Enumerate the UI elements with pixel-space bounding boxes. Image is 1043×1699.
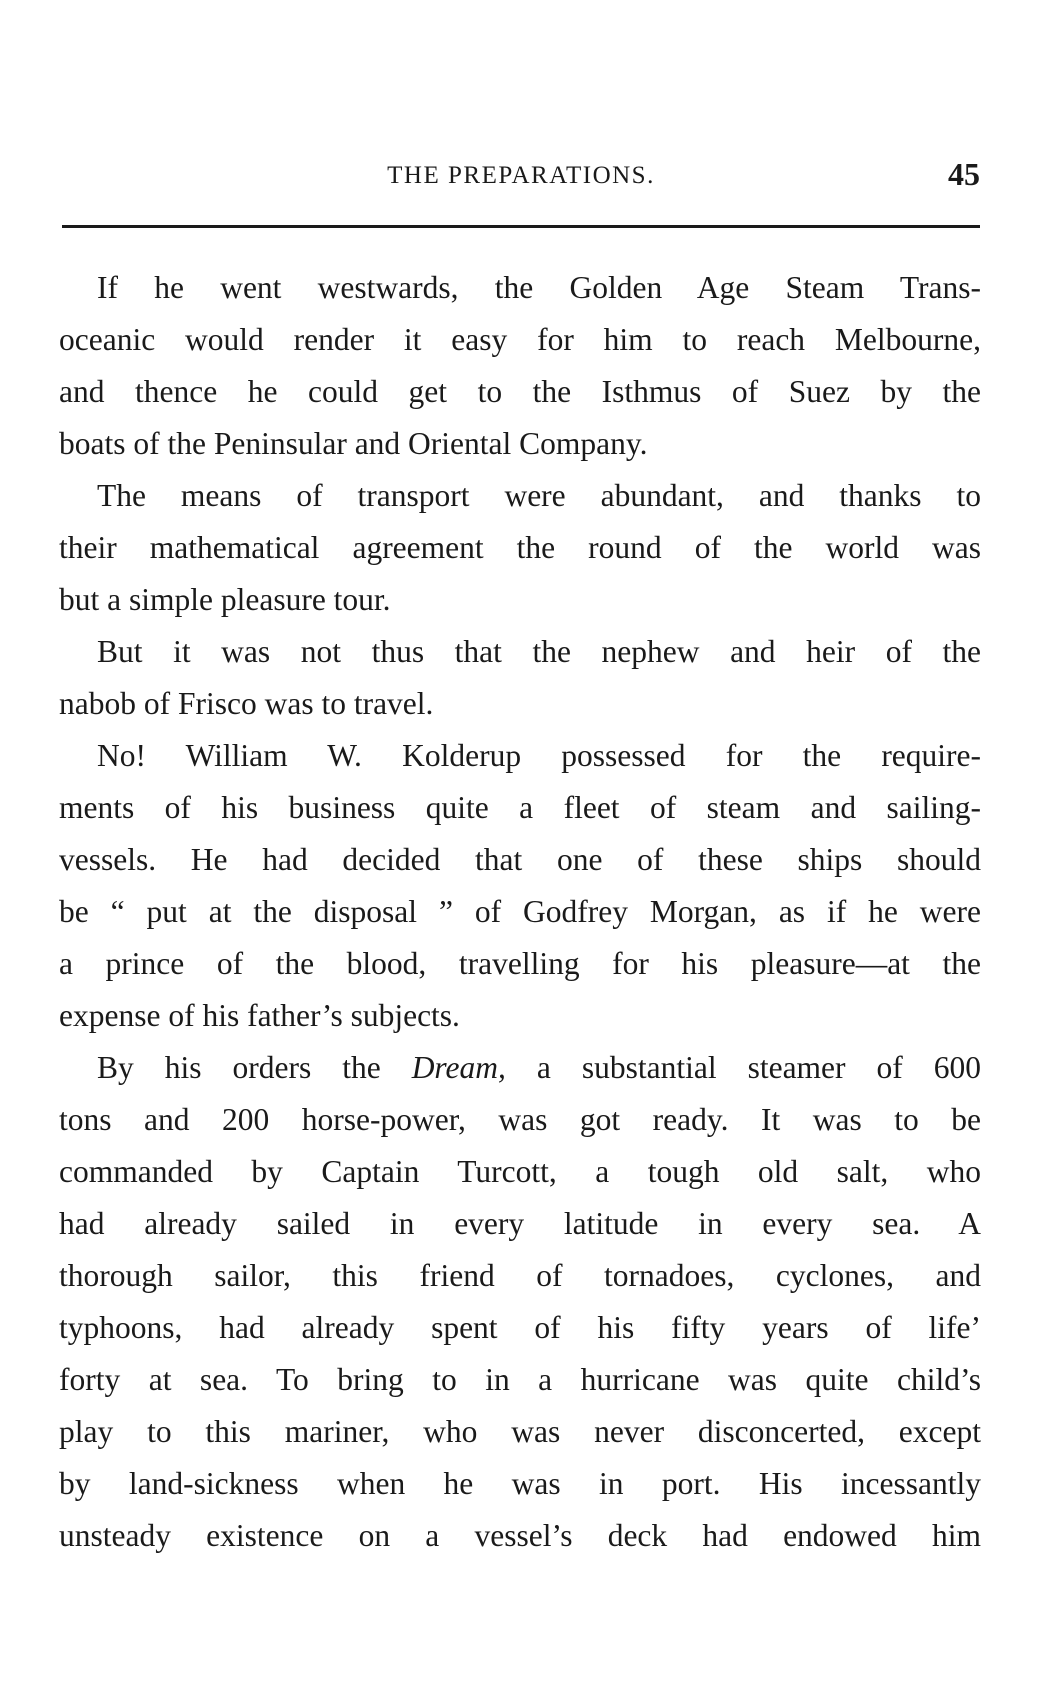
text-line: tons and 200 horse-power, was got ready. It was to be: [59, 1102, 981, 1137]
paragraph-5: [59, 1042, 981, 1562]
text-line: boats of the Peninsular and Oriental Company.: [59, 426, 648, 461]
text-line: had already sailed in every latitude in every sea. A: [59, 1206, 981, 1241]
text-line: play to this mariner, who was never disconcerted, except: [59, 1414, 981, 1449]
body-text: [59, 262, 981, 1562]
text-line: their mathematical agreement the round of the world was: [59, 530, 981, 565]
text-line: If he went westwards, the Golden Age Steam Trans-: [97, 270, 981, 305]
text-fragment: a substantial steamer of 600: [505, 1050, 981, 1085]
text-line: but a simple pleasure tour.: [59, 582, 391, 617]
paragraph-4: [59, 730, 981, 1042]
text-line: forty at sea. To bring to in a hurricane was quite child’s: [59, 1362, 981, 1397]
paragraph-1: [59, 262, 981, 470]
text-line: vessels. He had decided that one of these ships should: [59, 842, 981, 877]
text-line: The means of transport were abundant, and thanks to: [97, 478, 981, 513]
header-rule: [62, 225, 980, 228]
ship-name: Dream,: [411, 1050, 506, 1085]
text-line: nabob of Frisco was to travel.: [59, 686, 434, 721]
paragraph-2: [59, 470, 981, 626]
running-head: [62, 156, 980, 206]
text-line: typhoons, had already spent of his fifty years of life’: [59, 1310, 981, 1345]
text-line: thorough sailor, this friend of tornadoes, cyclones, and: [59, 1258, 981, 1293]
text-line: No! William W. Kolderup possessed for the require-: [97, 738, 981, 773]
page-number: 45: [948, 156, 980, 192]
text-line: unsteady existence on a vessel’s deck had endowed him: [59, 1518, 981, 1553]
running-title: THE PREPARATIONS.: [387, 162, 655, 189]
text-line: and thence he could get to the Isthmus of Suez by the: [59, 374, 981, 409]
text-line: commanded by Captain Turcott, a tough old salt, who: [59, 1154, 981, 1189]
text-line: expense of his father’s subjects.: [59, 998, 460, 1033]
text-line: a prince of the blood, travelling for his pleasure—at the: [59, 946, 981, 981]
text-fragment: By his orders the: [97, 1050, 412, 1085]
text-line: by land-sickness when he was in port. His incessantly: [59, 1466, 981, 1501]
text-line: be “ put at the disposal ” of Godfrey Morgan, as if he were: [59, 894, 981, 929]
text-line: But it was not thus that the nephew and heir of the: [97, 634, 981, 669]
text-line: [59, 1042, 981, 1094]
text-line: oceanic would render it easy for him to reach Melbourne,: [59, 322, 981, 357]
text-line: ments of his business quite a fleet of steam and sailing-: [59, 790, 981, 825]
paragraph-3: [59, 626, 981, 730]
